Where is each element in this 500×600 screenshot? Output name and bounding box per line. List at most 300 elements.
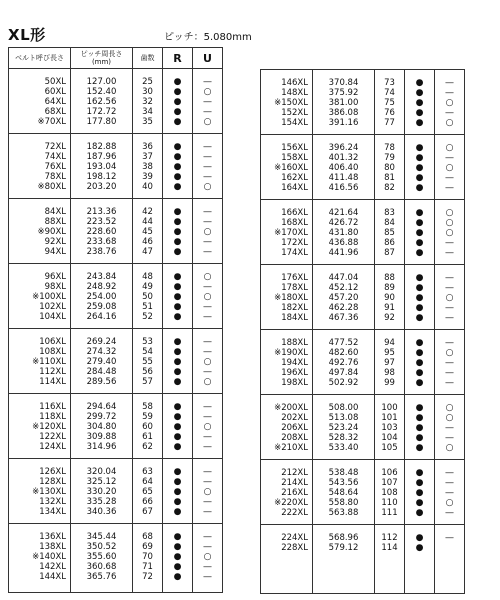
pitch-length-value: 269.24	[86, 337, 117, 347]
teeth-count-value: 98	[384, 368, 395, 378]
header-u: U	[193, 48, 223, 69]
pitch-length-value: 497.84	[328, 368, 359, 378]
belt-name-value: 184XL	[281, 313, 308, 323]
belt-name-value: 202XL	[281, 413, 308, 423]
filled-circle-icon: ●	[173, 477, 182, 487]
table-row	[9, 459, 223, 524]
open-circle-icon: ○	[203, 117, 212, 127]
pitch-length-value: 462.28	[328, 303, 359, 313]
filled-circle-icon: ●	[173, 497, 182, 507]
teeth-count-value: 25	[142, 77, 153, 87]
table-row	[261, 135, 465, 200]
belt-name-value: 102XL	[39, 302, 66, 312]
pitch-length-value: 340.36	[86, 507, 117, 517]
filled-circle-icon: ●	[173, 117, 182, 127]
filled-circle-icon: ●	[173, 357, 182, 367]
dash-icon: —	[203, 207, 212, 217]
r-availability-cell	[163, 134, 193, 199]
filled-circle-icon: ●	[415, 313, 424, 323]
open-circle-icon: ○	[445, 208, 454, 218]
belt-name-value: ※70XL	[37, 117, 66, 127]
teeth-count-value: 45	[142, 227, 153, 237]
r-availability-cell	[163, 329, 193, 394]
teeth-count-value: 53	[142, 337, 153, 347]
filled-circle-icon: ●	[173, 302, 182, 312]
teeth-count-value: 91	[384, 303, 395, 313]
filled-circle-icon: ●	[415, 228, 424, 238]
teeth-count-value: 46	[142, 237, 153, 247]
teeth-count-cell	[133, 459, 163, 524]
teeth-count-value: 101	[381, 413, 398, 423]
table-row	[9, 394, 223, 459]
teeth-count-value: 105	[381, 443, 398, 453]
pitch-length-value: 528.32	[328, 433, 359, 443]
belt-name-value: 96XL	[44, 272, 66, 282]
belt-name-value: 196XL	[281, 368, 308, 378]
open-circle-icon: ○	[203, 357, 212, 367]
pitch-length-value: 396.24	[328, 143, 359, 153]
belt-name-value: 132XL	[39, 497, 66, 507]
belt-name-value: ※130XL	[32, 487, 66, 497]
belt-name-value: 212XL	[281, 468, 308, 478]
dash-icon: —	[203, 152, 212, 162]
belt-name-value: ※90XL	[37, 227, 66, 237]
belt-name-value: 206XL	[281, 423, 308, 433]
teeth-count-value: 54	[142, 347, 153, 357]
teeth-count-value: 112	[381, 533, 398, 543]
teeth-count-value: 73	[384, 78, 395, 88]
belt-name-value: ※160XL	[274, 163, 308, 173]
belt-name-value: 94XL	[44, 247, 66, 257]
teeth-count-value: 51	[142, 302, 153, 312]
filled-circle-icon: ●	[415, 153, 424, 163]
dash-icon: —	[203, 142, 212, 152]
belt-name-value: 116XL	[39, 402, 66, 412]
teeth-count-value: 56	[142, 367, 153, 377]
pitch-length-value: 294.64	[86, 402, 117, 412]
teeth-count-value: 94	[384, 338, 395, 348]
pitch-length-value: 467.36	[328, 313, 359, 323]
teeth-count-value: 92	[384, 313, 395, 323]
teeth-count-value: 67	[142, 507, 153, 517]
teeth-count-value: 111	[381, 508, 398, 518]
dash-icon: —	[203, 247, 212, 257]
belt-name-value: ※170XL	[274, 228, 308, 238]
teeth-count-value: 103	[381, 423, 398, 433]
open-circle-icon: ○	[445, 443, 454, 453]
filled-circle-icon: ●	[173, 77, 182, 87]
teeth-count-value: 84	[384, 218, 395, 228]
pitch-length-value: 172.72	[86, 107, 117, 117]
open-circle-icon: ○	[203, 487, 212, 497]
belt-name-value: ※190XL	[274, 348, 308, 358]
teeth-count-value: 106	[381, 468, 398, 478]
teeth-count-value: 81	[384, 173, 395, 183]
pitch-length-cell	[313, 200, 375, 265]
dash-icon: —	[203, 162, 212, 172]
teeth-count-cell	[375, 525, 405, 594]
filled-circle-icon: ●	[415, 238, 424, 248]
filled-circle-icon: ●	[415, 478, 424, 488]
filled-circle-icon: ●	[415, 423, 424, 433]
dash-icon: —	[445, 358, 454, 368]
pitch-length-value: 127.00	[86, 77, 117, 87]
filled-circle-icon: ●	[173, 162, 182, 172]
table-row	[9, 199, 223, 264]
belt-name-cell	[9, 199, 71, 264]
dash-icon: —	[203, 467, 212, 477]
teeth-count-cell	[133, 134, 163, 199]
dash-icon: —	[445, 433, 454, 443]
teeth-count-value: 62	[142, 442, 153, 452]
open-circle-icon: ○	[203, 227, 212, 237]
teeth-count-value: 97	[384, 358, 395, 368]
teeth-count-value: 88	[384, 273, 395, 283]
open-circle-icon: ○	[203, 272, 212, 282]
teeth-count-value: 114	[381, 543, 398, 553]
pitch-length-value: 533.40	[328, 443, 359, 453]
teeth-count-value: 110	[381, 498, 398, 508]
belt-name-cell	[261, 265, 313, 330]
teeth-count-value: 85	[384, 228, 395, 238]
pitch-length-value: 223.52	[86, 217, 117, 227]
belt-name-value: 162XL	[281, 173, 308, 183]
dash-icon: —	[203, 402, 212, 412]
dash-icon: —	[203, 432, 212, 442]
belt-name-value: 60XL	[44, 87, 66, 97]
belt-name-value: 78XL	[44, 172, 66, 182]
pitch-length-cell	[71, 329, 133, 394]
filled-circle-icon: ●	[173, 142, 182, 152]
belt-name-cell	[9, 394, 71, 459]
pitch-length-cell	[71, 264, 133, 329]
teeth-count-value: 70	[142, 552, 153, 562]
teeth-count-value: 34	[142, 107, 153, 117]
pitch-length-cell	[71, 524, 133, 593]
u-availability-cell	[193, 134, 223, 199]
filled-circle-icon: ●	[415, 248, 424, 258]
filled-circle-icon: ●	[173, 552, 182, 562]
belt-table-right	[260, 69, 465, 594]
dash-icon: —	[445, 478, 454, 488]
teeth-count-value: 37	[142, 152, 153, 162]
u-availability-cell	[193, 199, 223, 264]
belt-name-value: 118XL	[39, 412, 66, 422]
filled-circle-icon: ●	[173, 347, 182, 357]
belt-name-value: ※140XL	[32, 552, 66, 562]
pitch-length-value: 162.56	[86, 97, 117, 107]
filled-circle-icon: ●	[173, 377, 182, 387]
pitch-length-value: 416.56	[328, 183, 359, 193]
open-circle-icon: ○	[445, 143, 454, 153]
filled-circle-icon: ●	[173, 467, 182, 477]
belt-name-value: 188XL	[281, 338, 308, 348]
open-circle-icon: ○	[203, 377, 212, 387]
teeth-count-value: 63	[142, 467, 153, 477]
dash-icon: —	[203, 172, 212, 182]
pitch-length-cell	[71, 134, 133, 199]
pitch-length-value: 193.04	[86, 162, 117, 172]
u-availability-cell	[435, 330, 465, 395]
pitch-length-value: 579.12	[328, 543, 359, 553]
pitch-length-cell	[313, 135, 375, 200]
filled-circle-icon: ●	[173, 282, 182, 292]
dash-icon: —	[445, 183, 454, 193]
pitch-length-value: 335.28	[86, 497, 117, 507]
belt-name-cell	[9, 524, 71, 593]
dash-icon: —	[445, 378, 454, 388]
belt-name-value: 182XL	[281, 303, 308, 313]
u-availability-cell	[193, 524, 223, 593]
filled-circle-icon: ●	[173, 402, 182, 412]
teeth-count-cell	[375, 200, 405, 265]
teeth-count-value: 40	[142, 182, 153, 192]
r-availability-cell	[163, 394, 193, 459]
filled-circle-icon: ●	[415, 183, 424, 193]
pitch-length-value: 289.56	[86, 377, 117, 387]
u-availability-cell	[193, 459, 223, 524]
filled-circle-icon: ●	[415, 488, 424, 498]
teeth-count-value: 99	[384, 378, 395, 388]
belt-name-cell	[9, 329, 71, 394]
open-circle-icon: ○	[203, 422, 212, 432]
teeth-count-value: 107	[381, 478, 398, 488]
pitch-length-value: 426.72	[328, 218, 359, 228]
dash-icon: —	[203, 532, 212, 542]
belt-name-value: 112XL	[39, 367, 66, 377]
dash-icon: —	[203, 337, 212, 347]
belt-name-cell	[261, 460, 313, 525]
pitch-length-value: 330.20	[86, 487, 117, 497]
teeth-count-value: 75	[384, 98, 395, 108]
pitch-length-cell	[71, 394, 133, 459]
belt-name-value: 144XL	[39, 572, 66, 582]
teeth-count-value: 49	[142, 282, 153, 292]
belt-name-value: 216XL	[281, 488, 308, 498]
belt-name-cell	[261, 70, 313, 135]
filled-circle-icon: ●	[173, 272, 182, 282]
belt-name-cell	[261, 200, 313, 265]
belt-name-value: 174XL	[281, 248, 308, 258]
open-circle-icon: ○	[445, 98, 454, 108]
filled-circle-icon: ●	[173, 97, 182, 107]
dash-icon: —	[445, 248, 454, 258]
dash-icon: —	[203, 282, 212, 292]
filled-circle-icon: ●	[173, 422, 182, 432]
belt-name-cell	[9, 69, 71, 134]
filled-circle-icon: ●	[173, 247, 182, 257]
pitch-length-value: 187.96	[86, 152, 117, 162]
filled-circle-icon: ●	[415, 403, 424, 413]
table-row	[9, 524, 223, 593]
belt-name-value: ※180XL	[274, 293, 308, 303]
dash-icon: —	[445, 368, 454, 378]
teeth-count-value: 35	[142, 117, 153, 127]
belt-name-value: 146XL	[281, 78, 308, 88]
teeth-count-value: 42	[142, 207, 153, 217]
teeth-count-value: 69	[142, 542, 153, 552]
teeth-count-value: 57	[142, 377, 153, 387]
filled-circle-icon: ●	[173, 217, 182, 227]
pitch-length-value: 563.88	[328, 508, 359, 518]
teeth-count-cell	[375, 135, 405, 200]
pitch-length-cell	[313, 395, 375, 460]
teeth-count-cell	[133, 199, 163, 264]
filled-circle-icon: ●	[415, 108, 424, 118]
pitch-length-value: 391.16	[328, 118, 359, 128]
belt-name-value: 142XL	[39, 562, 66, 572]
filled-circle-icon: ●	[173, 487, 182, 497]
dash-icon: —	[203, 302, 212, 312]
pitch-length-value: 198.12	[86, 172, 117, 182]
filled-circle-icon: ●	[415, 413, 424, 423]
filled-circle-icon: ●	[415, 348, 424, 358]
header-belt-name: ベルト呼び長さ	[9, 48, 71, 69]
u-availability-cell	[193, 69, 223, 134]
filled-circle-icon: ●	[173, 337, 182, 347]
pitch-length-value: 228.60	[86, 227, 117, 237]
pitch-length-value: 177.80	[86, 117, 117, 127]
filled-circle-icon: ●	[173, 107, 182, 117]
table-row	[261, 265, 465, 330]
teeth-count-value: 38	[142, 162, 153, 172]
belt-name-value: 104XL	[39, 312, 66, 322]
pitch-length-cell	[71, 459, 133, 524]
filled-circle-icon: ●	[415, 78, 424, 88]
teeth-count-value: 32	[142, 97, 153, 107]
filled-circle-icon: ●	[173, 507, 182, 517]
header-teeth: 歯数	[133, 48, 163, 69]
belt-table-left	[8, 47, 223, 593]
open-circle-icon: ○	[445, 403, 454, 413]
teeth-count-value: 60	[142, 422, 153, 432]
filled-circle-icon: ●	[415, 358, 424, 368]
filled-circle-icon: ●	[173, 292, 182, 302]
belt-name-value: 92XL	[44, 237, 66, 247]
dash-icon: —	[445, 78, 454, 88]
filled-circle-icon: ●	[173, 572, 182, 582]
pitch-length-value: 203.20	[86, 182, 117, 192]
pitch-length-value: 248.92	[86, 282, 117, 292]
pitch-length-value: 457.20	[328, 293, 359, 303]
teeth-count-value: 89	[384, 283, 395, 293]
filled-circle-icon: ●	[173, 227, 182, 237]
dash-icon: —	[445, 303, 454, 313]
teeth-count-value: 44	[142, 217, 153, 227]
pitch-length-value: 360.68	[86, 562, 117, 572]
belt-name-value: 134XL	[39, 507, 66, 517]
pitch-length-value: 314.96	[86, 442, 117, 452]
table-row	[9, 69, 223, 134]
filled-circle-icon: ●	[415, 533, 424, 543]
belt-name-cell	[261, 330, 313, 395]
pitch-length-value: 182.88	[86, 142, 117, 152]
pitch-length-value: 401.32	[328, 153, 359, 163]
dash-icon: —	[445, 173, 454, 183]
filled-circle-icon: ●	[415, 508, 424, 518]
belt-name-value: ※80XL	[37, 182, 66, 192]
pitch-length-value: 523.24	[328, 423, 359, 433]
table-row	[261, 200, 465, 265]
pitch-length-value: 482.60	[328, 348, 359, 358]
belt-name-cell	[261, 135, 313, 200]
filled-circle-icon: ●	[415, 378, 424, 388]
pitch-length-value: 304.80	[86, 422, 117, 432]
pitch-length-value: 284.48	[86, 367, 117, 377]
pitch-length-value: 254.00	[86, 292, 117, 302]
pitch-length-value: 274.32	[86, 347, 117, 357]
u-availability-cell	[435, 525, 465, 594]
filled-circle-icon: ●	[415, 468, 424, 478]
belt-name-value: 176XL	[281, 273, 308, 283]
belt-name-value: 158XL	[281, 153, 308, 163]
dash-icon: —	[445, 468, 454, 478]
teeth-count-value: 66	[142, 497, 153, 507]
dash-icon: —	[445, 153, 454, 163]
teeth-count-value: 87	[384, 248, 395, 258]
teeth-count-value: 50	[142, 292, 153, 302]
pitch-length-cell	[313, 330, 375, 395]
teeth-count-cell	[375, 460, 405, 525]
belt-name-value: 208XL	[281, 433, 308, 443]
table-row	[261, 525, 465, 594]
belt-name-value: 84XL	[44, 207, 66, 217]
dash-icon: —	[203, 442, 212, 452]
dash-icon: —	[203, 77, 212, 87]
filled-circle-icon: ●	[415, 543, 424, 553]
dash-icon: —	[445, 508, 454, 518]
filled-circle-icon: ●	[173, 207, 182, 217]
filled-circle-icon: ●	[173, 152, 182, 162]
open-circle-icon: ○	[445, 498, 454, 508]
filled-circle-icon: ●	[415, 273, 424, 283]
belt-name-value: 74XL	[44, 152, 66, 162]
filled-circle-icon: ●	[173, 312, 182, 322]
pitch-length-value: 259.08	[86, 302, 117, 312]
pitch-length-value: 233.68	[86, 237, 117, 247]
table-row	[261, 70, 465, 135]
pitch-length-value: 309.88	[86, 432, 117, 442]
dash-icon: —	[445, 313, 454, 323]
pitch-length-value: 513.08	[328, 413, 359, 423]
pitch-length-value: 152.40	[86, 87, 117, 97]
teeth-count-cell	[133, 394, 163, 459]
belt-name-value: ※110XL	[32, 357, 66, 367]
filled-circle-icon: ●	[415, 218, 424, 228]
belt-name-cell	[9, 134, 71, 199]
table-row	[261, 460, 465, 525]
r-availability-cell	[405, 330, 435, 395]
teeth-count-value: 76	[384, 108, 395, 118]
belt-name-value: ※200XL	[274, 403, 308, 413]
table-row	[261, 395, 465, 460]
filled-circle-icon: ●	[173, 172, 182, 182]
teeth-count-value: 79	[384, 153, 395, 163]
teeth-count-value: 104	[381, 433, 398, 443]
dash-icon: —	[203, 572, 212, 582]
teeth-count-value: 61	[142, 432, 153, 442]
filled-circle-icon: ●	[173, 432, 182, 442]
teeth-count-value: 68	[142, 532, 153, 542]
belt-name-value: 76XL	[44, 162, 66, 172]
belt-name-value: 50XL	[44, 77, 66, 87]
teeth-count-value: 80	[384, 163, 395, 173]
dash-icon: —	[203, 507, 212, 517]
teeth-count-value: 39	[142, 172, 153, 182]
table-row	[9, 329, 223, 394]
teeth-count-value: 30	[142, 87, 153, 97]
teeth-count-value: 100	[381, 403, 398, 413]
